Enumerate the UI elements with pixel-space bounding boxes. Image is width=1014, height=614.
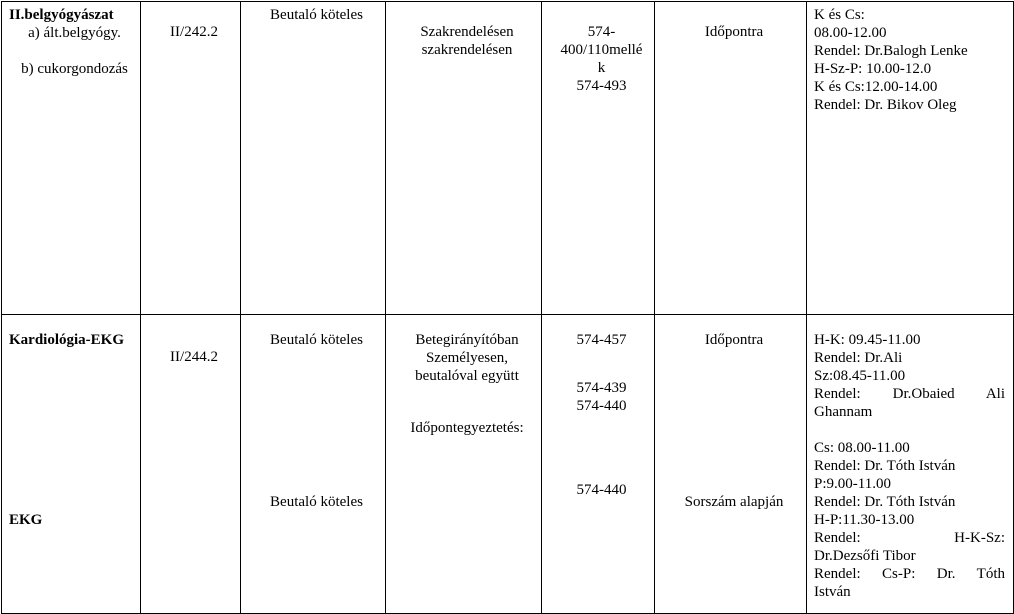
scheduling-cell	[655, 2, 807, 315]
referral-text: Beutaló köteles	[270, 332, 363, 348]
hours-cell	[807, 315, 1014, 614]
hours-line: H-Sz-P: 10.00-12.0	[814, 61, 932, 77]
phone-line: 574-457	[576, 332, 627, 348]
hours-word: H-K-Sz:	[954, 530, 1005, 546]
room-cell	[141, 2, 241, 315]
hours-line: Rendel: Dr. Tóth István	[814, 494, 956, 510]
hours-line	[814, 529, 1005, 547]
method-line: Szakrendelésen	[420, 24, 514, 40]
hours-line: Dr.Dezsőfi Tibor	[814, 548, 916, 564]
specialty-cell	[2, 315, 141, 614]
table-row	[2, 315, 1014, 614]
hours-line: Ghannam	[814, 404, 873, 420]
phone-line: k	[597, 60, 606, 76]
clinic-schedule-table	[1, 1, 1014, 614]
appointment-method-cell	[386, 2, 542, 315]
scheduling-text: Sorszám alapján	[684, 494, 784, 510]
appointment-method-cell	[386, 315, 542, 614]
specialty-title: II.belgyógyászat	[9, 7, 114, 23]
hours-word: Dr.	[936, 566, 956, 582]
hours-line: Cs: 08.00-11.00	[814, 440, 910, 456]
phone-line: 574-493	[576, 78, 627, 94]
phone-line: 574-440	[576, 482, 627, 498]
phone-line: 574-	[587, 24, 616, 40]
scheduling-text: Időpontra	[704, 24, 764, 40]
specialty-cell	[2, 2, 141, 315]
hours-line	[814, 565, 1005, 583]
room-cell	[141, 315, 241, 614]
hours-word: Tóth	[976, 566, 1006, 582]
method-line: szakrendelésen	[421, 42, 513, 58]
hours-line: Rendel: Dr.Ali	[814, 350, 903, 366]
subspecialty-b: b) cukorgondozás	[21, 61, 128, 77]
hours-word: Rendel:	[814, 530, 861, 546]
specialty-ekg: EKG	[9, 512, 43, 528]
hours-word: Cs-P:	[882, 566, 916, 582]
subspecialty-a: a) ált.belgyógy.	[28, 25, 121, 41]
phone-line: 400/110mellé	[560, 42, 643, 58]
hours-word: Dr.Obaied	[892, 386, 955, 402]
phone-cell	[542, 2, 655, 315]
referral-cell	[241, 2, 386, 315]
scheduling-cell	[655, 315, 807, 614]
method-line: beutalóval együtt	[415, 368, 519, 384]
hours-word: Ali	[985, 386, 1005, 402]
phone-line: 574-440	[576, 398, 627, 414]
hours-line: P:9.00-11.00	[814, 476, 891, 492]
hours-line: 08.00-12.00	[814, 25, 887, 41]
room-number: II/244.2	[170, 349, 218, 365]
appointment-note: Időpontegyeztetés:	[410, 420, 524, 436]
hours-line: K és Cs:12.00-14.00	[814, 79, 938, 95]
hours-word: Rendel:	[814, 386, 861, 402]
phone-line: 574-439	[576, 380, 627, 396]
method-line: Betegirányítóban	[415, 332, 519, 348]
hours-line: Rendel: Dr.Balogh Lenke	[814, 43, 968, 59]
hours-line: István	[814, 584, 851, 600]
hours-line: H-K: 09.45-11.00	[814, 332, 921, 348]
table-row	[2, 2, 1014, 315]
hours-cell	[807, 2, 1014, 315]
hours-line	[814, 385, 1005, 403]
scheduling-text: Időpontra	[704, 332, 764, 348]
hours-word: Rendel:	[814, 566, 861, 582]
room-number: II/242.2	[170, 24, 218, 40]
referral-text: Beutaló köteles	[270, 7, 363, 23]
referral-cell	[241, 315, 386, 614]
hours-line: H-P:11.30-13.00	[814, 512, 915, 528]
specialty-title: Kardiológia-EKG	[9, 332, 125, 348]
hours-line: K és Cs:	[814, 7, 865, 23]
phone-cell	[542, 315, 655, 614]
hours-line: Rendel: Dr. Bikov Oleg	[814, 97, 957, 113]
referral-text: Beutaló köteles	[270, 494, 363, 510]
hours-line: Sz:08.45-11.00	[814, 368, 906, 384]
hours-line: Rendel: Dr. Tóth István	[814, 458, 956, 474]
method-line: Személyesen,	[425, 350, 509, 366]
